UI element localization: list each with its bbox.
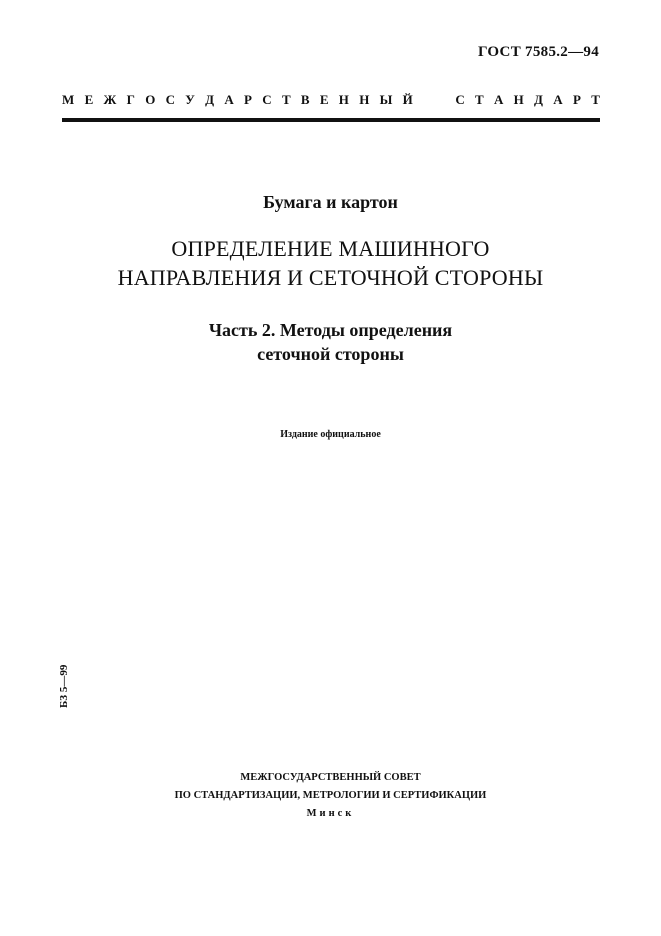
- standard-type-letter: С: [165, 92, 176, 107]
- document-title: [0, 234, 661, 292]
- standard-type-letter: Е: [319, 92, 329, 107]
- standard-type-letter: Т: [591, 92, 600, 107]
- document-part-title: [0, 318, 661, 366]
- standard-type-letter: Н: [338, 92, 349, 107]
- edition-note: Издание официальное: [280, 429, 381, 440]
- standard-type-letter: Й: [402, 92, 413, 107]
- standard-type-letter: В: [300, 92, 310, 107]
- standard-type-letter: Е: [84, 92, 94, 107]
- standard-type-letter: С: [262, 92, 272, 107]
- title-line-2: НАПРАВЛЕНИЯ И СЕТОЧНОЙ СТОРОНЫ: [117, 265, 544, 290]
- standard-type-letter: Р: [572, 92, 581, 107]
- standard-type-letter: А: [493, 92, 504, 107]
- standard-type-letter: А: [224, 92, 234, 107]
- standard-type-letter: С: [455, 92, 465, 107]
- standard-type-letter: Н: [359, 92, 370, 107]
- standard-type-letter: Д: [205, 92, 215, 107]
- standard-type-letter: Н: [513, 92, 524, 107]
- standard-type-letter: Т: [475, 92, 484, 107]
- document-number: ГОСТ 7585.2—94: [477, 44, 599, 60]
- document-subject: Бумага и картон: [263, 192, 398, 212]
- standard-type-letter: О: [145, 92, 156, 107]
- publisher-city: Минск: [306, 808, 355, 819]
- standard-type-letter: Г: [126, 92, 135, 107]
- publisher-line-2: ПО СТАНДАРТИЗАЦИИ, МЕТРОЛОГИИ И СЕРТИФИКАЦИИ: [174, 790, 487, 801]
- standard-type-letter: Т: [281, 92, 291, 107]
- standard-type-letter: Д: [534, 92, 543, 107]
- standard-type-heading: [62, 92, 600, 108]
- side-code: БЗ 5—99: [58, 664, 70, 708]
- standard-type-letter: У: [185, 92, 195, 107]
- publisher-block: [0, 769, 661, 823]
- standard-type-letter: Ы: [379, 92, 393, 107]
- header-divider: [62, 118, 600, 122]
- word-gap: [423, 92, 445, 108]
- title-line-1: ОПРЕДЕЛЕНИЕ МАШИННОГО: [171, 236, 490, 261]
- standard-type-letter: Р: [244, 92, 252, 107]
- standard-type-letter: М: [62, 92, 75, 107]
- part-line-2: сеточной стороны: [257, 344, 404, 364]
- publisher-line-1: МЕЖГОСУДАРСТВЕННЫЙ СОВЕТ: [240, 772, 421, 783]
- standard-type-letter: А: [553, 92, 563, 107]
- part-line-1: Часть 2. Методы определения: [208, 320, 453, 340]
- standard-type-letter: Ж: [103, 92, 117, 107]
